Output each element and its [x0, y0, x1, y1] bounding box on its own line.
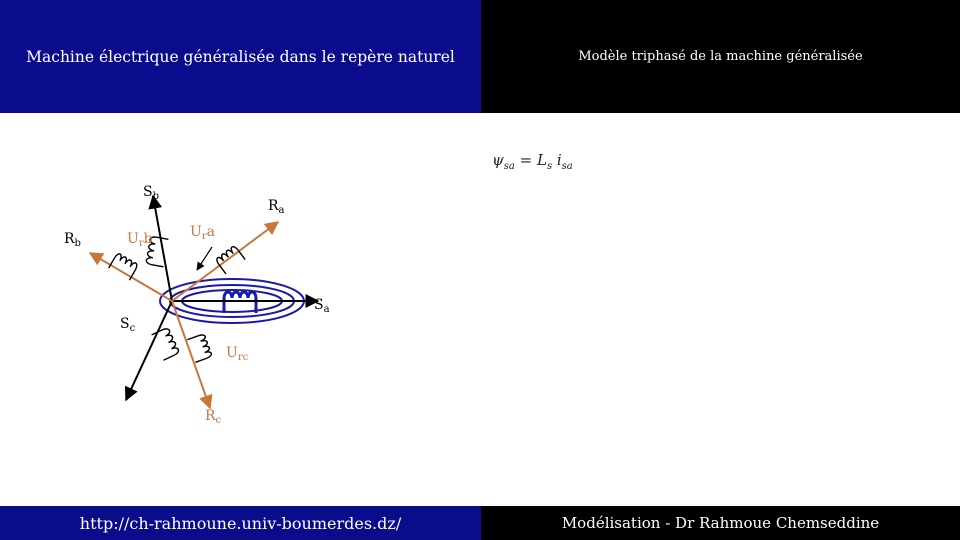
current-subscript: sa: [561, 161, 573, 172]
footer-credit: [481, 506, 960, 540]
footer-url-text[interactable]: http://ch-rahmoune.univ-boumerdes.dz/: [79, 513, 402, 533]
label-urb: $U_rb$: [127, 231, 153, 249]
label-sc: $S_c$: [120, 316, 136, 334]
sb-axis: [153, 196, 172, 301]
psi-subscript: sa: [503, 161, 515, 172]
label-ura: $U_ra$: [190, 224, 215, 242]
footer-credit-text: Modélisation - Dr Rahmoue Chemseddine: [561, 514, 880, 532]
current-symbol: i: [552, 151, 562, 169]
stator-axes: [126, 196, 318, 400]
psi-symbol: ψ: [492, 151, 504, 169]
sc-axis: [126, 301, 172, 400]
diagram-labels: [64, 184, 330, 426]
label-rc: $R_c$: [205, 408, 222, 426]
footer-url[interactable]: [0, 506, 481, 540]
label-sa: $S_a$: [314, 297, 330, 315]
label-rb: $R_b$: [64, 231, 81, 249]
inductance-symbol: L: [536, 151, 547, 169]
label-sb: $S_b$: [143, 184, 159, 202]
rotor-axes: [90, 222, 278, 408]
coil-sc: [152, 327, 180, 360]
section-title-text: Modèle triphasé de la machine généralisée: [578, 49, 863, 64]
label-ra: $R_a$: [268, 198, 285, 216]
loop-coil: [224, 292, 256, 313]
coil-rc: [187, 334, 212, 363]
equals-sign: =: [514, 151, 537, 169]
slide-title-text: Machine électrique généralisée dans le repère naturel: [26, 47, 455, 66]
voltage-arrows: [197, 247, 212, 270]
label-urc: $U_{rc}$: [226, 345, 249, 363]
rc-axis: [172, 301, 210, 408]
inductance-subscript: s: [546, 161, 553, 172]
ura-arrow: [197, 247, 212, 270]
